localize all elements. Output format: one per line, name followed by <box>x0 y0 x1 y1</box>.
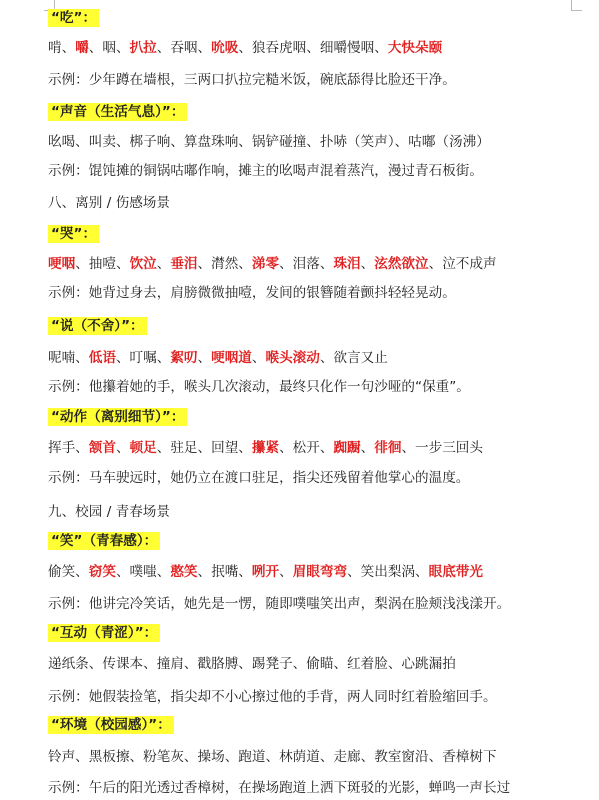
emphasized-word: 喉头滚动 <box>265 350 320 366</box>
example-sentence <box>48 687 497 707</box>
page-corner-mark-right <box>571 0 582 11</box>
text-segment: 、欲言又止 <box>319 350 388 366</box>
emphasized-word: 颔首 <box>88 440 116 456</box>
text-segment: 、 <box>115 440 130 456</box>
text-segment: 示例：他讲完冷笑话，她先是一愣，随即噗嗤笑出声，梨涡在脸颊浅浅漾开。 <box>48 596 511 612</box>
vocabulary-list <box>48 654 456 674</box>
highlighted-heading-text: “吃”： <box>48 9 99 27</box>
emphasized-word: 哽咽道 <box>211 350 252 366</box>
emphasized-word: 低语 <box>88 350 116 366</box>
emphasized-word: 哽咽 <box>48 256 76 272</box>
emphasized-word: 顿足 <box>129 440 157 456</box>
highlighted-heading-text: “说（不舍）”： <box>48 317 147 335</box>
vocabulary-list <box>48 562 483 582</box>
emphasized-word: 嚼 <box>75 40 89 56</box>
text-segment: 示例：馄饨摊的铜锅咕嘟作响，摊主的吆喝声混着蒸汽，漫过青石板街。 <box>48 163 483 179</box>
text-segment: 、 <box>251 350 266 366</box>
emphasized-word: 絮叨 <box>170 350 198 366</box>
emphasized-word: 踟蹰 <box>333 440 361 456</box>
vocabulary-list <box>48 254 497 274</box>
category-heading <box>48 224 99 244</box>
text-segment: 、狼吞虎咽、细嚼慢咽、 <box>238 40 388 56</box>
text-segment: 、驻足、回望、 <box>156 440 252 456</box>
text-segment: 、咽、 <box>88 40 130 56</box>
text-segment: 示例：她背过身去，肩膀微微抽噎，发间的银簪随着颤抖轻轻晃动。 <box>48 285 456 301</box>
text-segment: 示例：马车驶远时，她仍立在渡口驻足，指尖还残留着他掌心的温度。 <box>48 470 470 486</box>
emphasized-word: 眉眼弯弯 <box>292 564 348 580</box>
highlighted-heading-text: “笑”（青春感）： <box>48 532 160 550</box>
text-segment: 、吞咽、 <box>156 40 212 56</box>
text-segment: 八、离别 / 伤感场景 <box>48 195 170 211</box>
category-heading <box>48 102 187 122</box>
example-sentence <box>48 377 470 397</box>
text-segment: 、抽噎、 <box>75 256 130 272</box>
text-segment: 、 <box>156 256 171 272</box>
text-segment: 九、校园 / 青春场景 <box>48 504 170 520</box>
text-segment: 、潸然、 <box>197 256 252 272</box>
text-segment: 吆喝、叫卖、梆子响、算盘珠响、锅铲碰撞、扑哧（笑声）、咕嘟（汤沸） <box>48 134 490 150</box>
emphasized-word: 攥紧 <box>251 440 280 456</box>
example-sentence <box>48 468 469 488</box>
emphasized-word: 涕零 <box>251 256 280 272</box>
text-segment: 、 <box>360 440 375 456</box>
vocabulary-list <box>48 438 483 458</box>
category-heading <box>48 623 160 643</box>
text-segment: 铃声、黑板擦、粉笔灰、操场、跑道、林荫道、走廊、教室窗沿、香樟树下 <box>48 749 497 765</box>
text-segment: 、叮嘱、 <box>115 350 171 366</box>
text-segment: 、 <box>360 256 375 272</box>
text-segment: 啃、 <box>48 40 76 56</box>
text-segment: 示例：少年蹲在墙根，三两口扒拉完糙米饭，碗底舔得比脸还干净。 <box>48 72 456 88</box>
example-sentence <box>48 283 456 303</box>
text-segment: 示例：他攥着她的手，喉头几次滚动，最终只化作一句沙哑的“保重”。 <box>48 379 470 395</box>
vocabulary-list <box>48 747 497 767</box>
category-heading <box>48 715 174 735</box>
vocabulary-list <box>48 348 388 368</box>
vocabulary-list <box>48 38 442 58</box>
emphasized-word: 垂泪 <box>170 256 198 272</box>
category-heading <box>48 407 187 427</box>
emphasized-word: 眼底带光 <box>428 564 483 580</box>
text-segment: 偷笑、 <box>48 564 89 580</box>
text-segment: 示例：午后的阳光透过香樟树，在操场跑道上洒下斑驳的光影，蝉鸣一声长过 <box>48 780 511 796</box>
emphasized-word: 泫然欲泣 <box>374 256 429 272</box>
highlighted-heading-text: “环境（校园感）”： <box>48 716 174 734</box>
text-segment: 、笑出梨涡、 <box>347 564 429 580</box>
category-heading <box>48 8 99 28</box>
text-segment: 、泪落、 <box>279 256 334 272</box>
example-sentence <box>48 778 510 798</box>
emphasized-word: 咧开 <box>251 564 280 580</box>
emphasized-word: 吮吸 <box>211 40 239 56</box>
text-segment: 呢喃、 <box>48 350 89 366</box>
vocabulary-list <box>48 132 490 152</box>
highlighted-heading-text: “声音（生活气息）”： <box>48 103 187 121</box>
emphasized-word: 珠泪 <box>333 256 361 272</box>
text-segment: 示例：她假装捡笔，指尖却不小心擦过他的手背，两人同时红着脸缩回手。 <box>48 689 497 705</box>
section-title <box>48 193 170 213</box>
highlighted-heading-text: “互动（青涩）”： <box>48 624 160 642</box>
text-segment: 、松开、 <box>279 440 334 456</box>
emphasized-word: 徘徊 <box>374 440 402 456</box>
emphasized-word: 大快朵颐 <box>387 40 443 56</box>
highlighted-heading-text: “动作（离别细节）”： <box>48 408 187 426</box>
text-segment: 、抿嘴、 <box>197 564 252 580</box>
example-sentence <box>48 70 456 90</box>
text-segment: 、泣不成声 <box>428 256 497 272</box>
category-heading <box>48 316 147 336</box>
emphasized-word: 饮泣 <box>129 256 157 272</box>
text-segment: 挥手、 <box>48 440 89 456</box>
text-segment: 递纸条、传课本、撞肩、戳胳膊、踢凳子、偷瞄、红着脸、心跳漏拍 <box>48 656 456 672</box>
emphasized-word: 憨笑 <box>170 564 198 580</box>
category-heading <box>48 531 160 551</box>
text-segment: 、 <box>197 350 212 366</box>
text-segment: 、 <box>279 564 293 580</box>
example-sentence <box>48 161 483 181</box>
emphasized-word: 扒拉 <box>129 40 157 56</box>
text-segment: 、噗嗤、 <box>115 564 171 580</box>
example-sentence <box>48 594 510 614</box>
text-segment: 、一步三回头 <box>401 440 483 456</box>
section-title <box>48 502 170 522</box>
highlighted-heading-text: “哭”： <box>48 225 99 243</box>
emphasized-word: 窃笑 <box>88 564 116 580</box>
